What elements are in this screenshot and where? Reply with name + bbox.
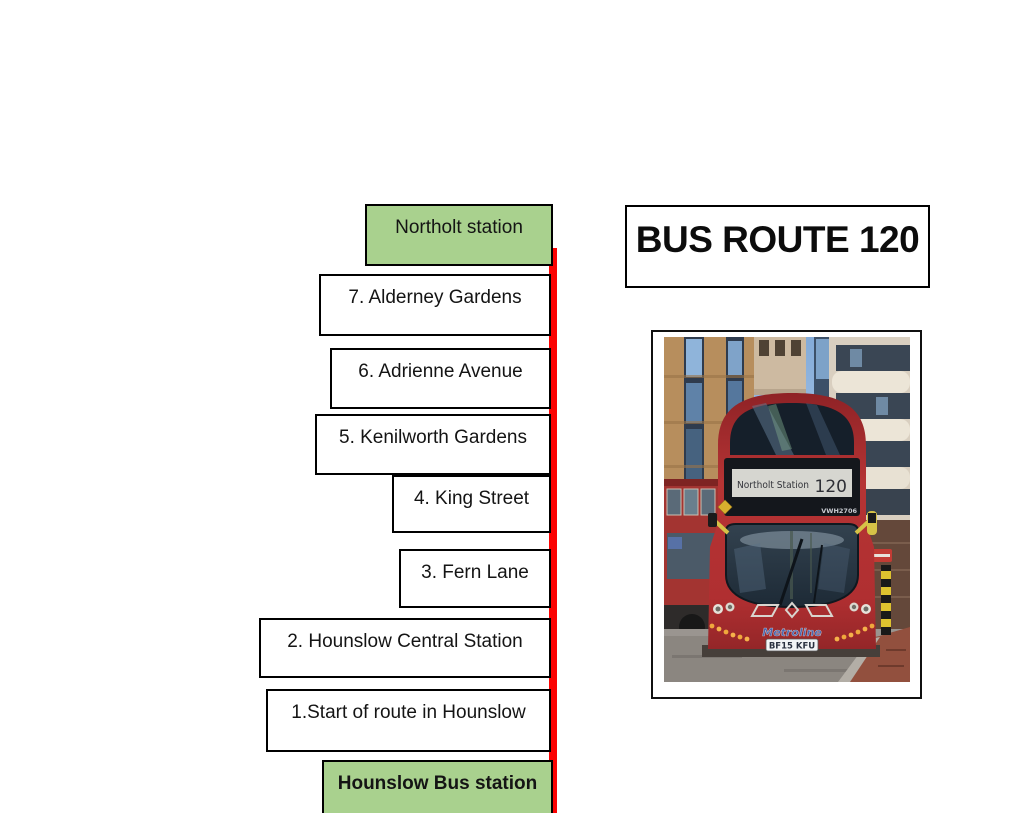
terminus-label-northolt: Northolt station <box>395 217 523 238</box>
license-plate-text: BF15 KFU <box>768 641 816 652</box>
stop-box-3 <box>399 549 551 608</box>
beige-building <box>754 337 806 395</box>
terminus-box-hounslow <box>322 760 553 813</box>
route-number-display: 120 <box>814 477 847 497</box>
bus-photo-frame <box>651 330 922 699</box>
striped-bollard <box>881 565 891 635</box>
stop-box-4 <box>392 475 551 533</box>
stop-box-1 <box>266 689 551 752</box>
stop-label: 6. Adrienne Avenue <box>358 361 523 382</box>
stop-label: 7. Alderney Gardens <box>348 287 522 308</box>
fleet-number: VWH2706 <box>821 507 857 515</box>
stop-label: 1.Start of route in Hounslow <box>291 702 526 723</box>
stop-box-7 <box>319 274 551 336</box>
main-bus <box>708 393 877 652</box>
stop-label: 2. Hounslow Central Station <box>287 631 523 652</box>
stop-box-6 <box>330 348 551 409</box>
bus-photo <box>664 337 910 682</box>
page-title: BUS ROUTE 120 <box>625 205 930 288</box>
stop-label: 3. Fern Lane <box>421 562 529 583</box>
stop-box-2 <box>259 618 551 678</box>
stop-label: 5. Kenilworth Gardens <box>339 427 527 448</box>
terminus-box-northolt <box>365 204 553 266</box>
destination-text: Northolt Station <box>737 480 809 491</box>
operator-logo: Metroline <box>762 626 822 639</box>
stop-box-5 <box>315 414 551 475</box>
terminus-label-hounslow: Hounslow Bus station <box>337 773 538 794</box>
stop-label: 4. King Street <box>413 488 530 509</box>
